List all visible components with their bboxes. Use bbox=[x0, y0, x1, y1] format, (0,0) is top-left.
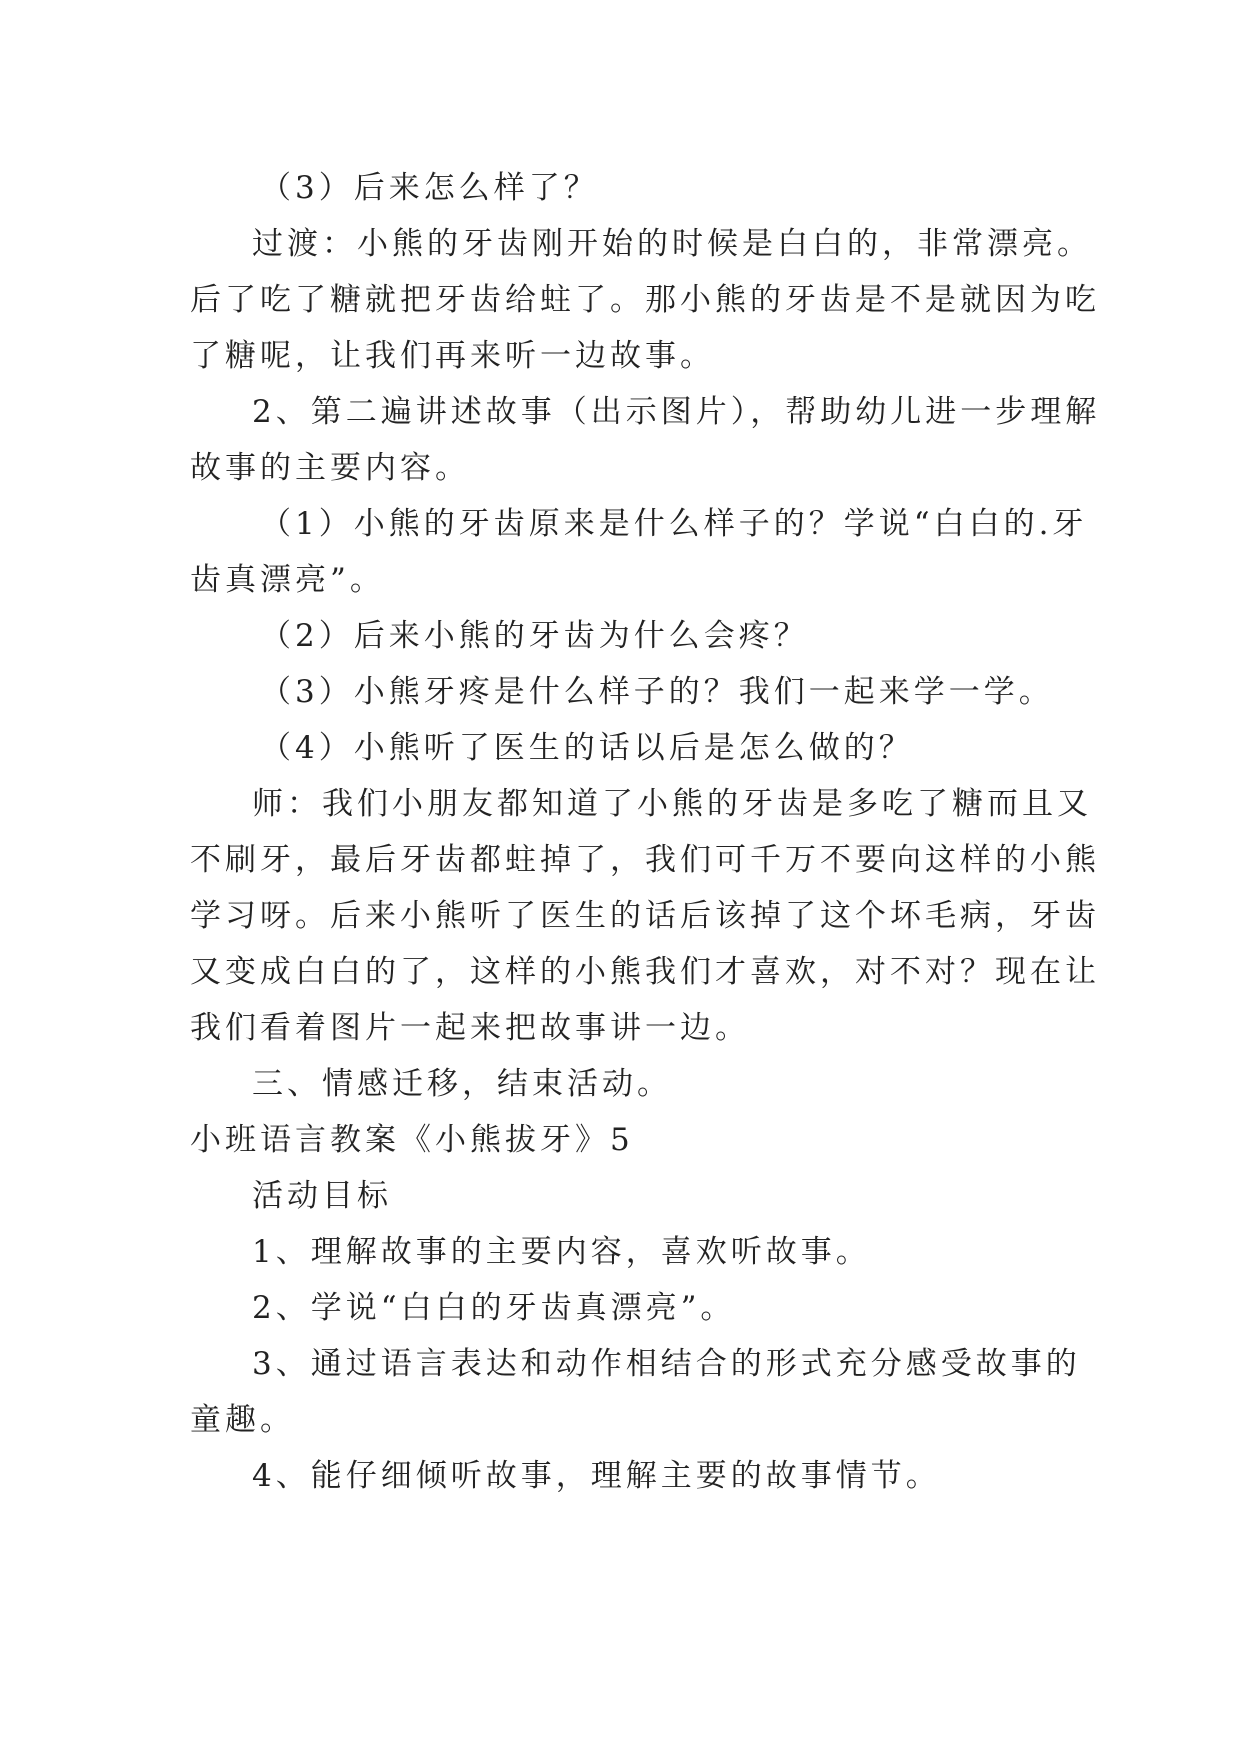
paragraph-line: 过渡：小熊的牙齿刚开始的时候是白白的，非常漂亮。 bbox=[252, 226, 1092, 262]
paragraph-line: 又变成白白的了，这样的小熊我们才喜欢，对不对？现在让 bbox=[190, 954, 1100, 990]
paragraph-line: 齿真漂亮”。 bbox=[190, 562, 385, 598]
paragraph-line: （4）小熊听了医生的话以后是怎么做的？ bbox=[260, 730, 914, 766]
paragraph-line: 4、能仔细倾听故事，理解主要的故事情节。 bbox=[252, 1458, 941, 1494]
paragraph-line: （2）后来小熊的牙齿为什么会疼？ bbox=[260, 618, 809, 654]
section-heading: 小班语言教案《小熊拔牙》5 bbox=[190, 1122, 634, 1158]
paragraph-line: 了糖呢，让我们再来听一边故事。 bbox=[190, 338, 715, 374]
paragraph-line: 我们看着图片一起来把故事讲一边。 bbox=[190, 1010, 750, 1046]
paragraph-line: 不刷牙，最后牙齿都蛀掉了，我们可千万不要向这样的小熊 bbox=[190, 842, 1100, 878]
paragraph-line: 师：我们小朋友都知道了小熊的牙齿是多吃了糖而且又 bbox=[252, 786, 1092, 822]
paragraph-line: 1、理解故事的主要内容，喜欢听故事。 bbox=[252, 1234, 871, 1270]
paragraph-line: 三、情感迁移，结束活动。 bbox=[252, 1066, 672, 1102]
paragraph-line: 后了吃了糖就把牙齿给蛀了。那小熊的牙齿是不是就因为吃 bbox=[190, 282, 1100, 318]
paragraph-line: 童趣。 bbox=[190, 1402, 295, 1438]
paragraph-line: 2、第二遍讲述故事（出示图片），帮助幼儿进一步理解 bbox=[252, 394, 1101, 430]
paragraph-line: （3）后来怎么样了？ bbox=[260, 170, 599, 206]
paragraph-line: 2、学说“白白的牙齿真漂亮”。 bbox=[252, 1290, 736, 1326]
paragraph-line: （3）小熊牙疼是什么样子的？我们一起来学一学。 bbox=[260, 674, 1054, 710]
paragraph-line: 学习呀。后来小熊听了医生的话后该掉了这个坏毛病，牙齿 bbox=[190, 898, 1100, 934]
paragraph-line: （1）小熊的牙齿原来是什么样子的？学说“白白的.牙 bbox=[260, 506, 1088, 542]
paragraph-line: 故事的主要内容。 bbox=[190, 450, 470, 486]
paragraph-line: 活动目标 bbox=[252, 1178, 392, 1214]
document-body bbox=[190, 160, 1101, 1504]
paragraph-line: 3、通过语言表达和动作相结合的形式充分感受故事的 bbox=[252, 1346, 1081, 1382]
